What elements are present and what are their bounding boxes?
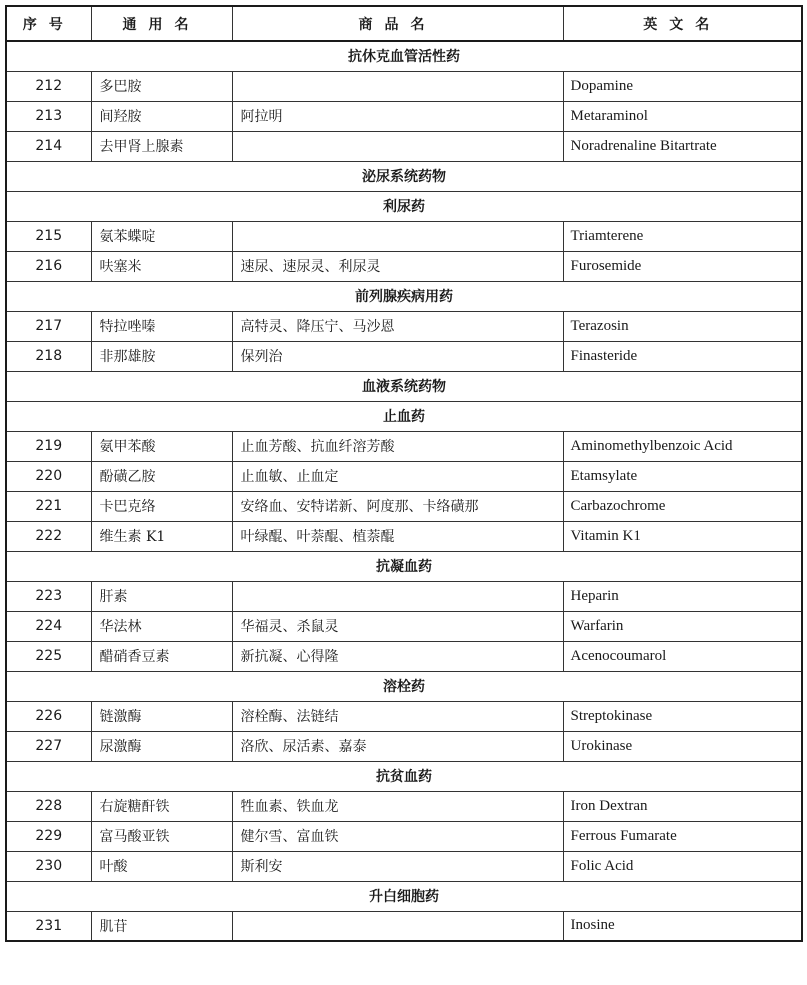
section-title: 止血药 [6, 401, 802, 431]
english-name-cell: Heparin [563, 581, 802, 611]
trade-name-cell: 安络血、安特诺新、阿度那、卡络磺那 [232, 491, 563, 521]
generic-name-cell: 卡巴克络 [91, 491, 232, 521]
english-name-cell: Finasteride [563, 341, 802, 371]
table-row [6, 251, 802, 281]
english-name-cell: Vitamin K1 [563, 521, 802, 551]
table-row [6, 461, 802, 491]
header-trade-name: 商品名 [232, 6, 563, 41]
english-name-cell: Urokinase [563, 731, 802, 761]
generic-name-cell: 间羟胺 [91, 101, 232, 131]
serial-number-cell: 214 [6, 131, 91, 161]
trade-name-cell: 溶栓酶、法链结 [232, 701, 563, 731]
serial-number-cell: 226 [6, 701, 91, 731]
header-serial-number: 序号 [6, 6, 91, 41]
section-title: 升白细胞药 [6, 881, 802, 911]
table-row [6, 71, 802, 101]
serial-number-cell: 218 [6, 341, 91, 371]
english-name-cell: Metaraminol [563, 101, 802, 131]
section-title: 利尿药 [6, 191, 802, 221]
serial-number-cell: 221 [6, 491, 91, 521]
serial-number-cell: 225 [6, 641, 91, 671]
header-english-name: 英文名 [563, 6, 802, 41]
generic-name-cell: 右旋糖酐铁 [91, 791, 232, 821]
english-name-cell: Ferrous Fumarate [563, 821, 802, 851]
table-row [6, 131, 802, 161]
section-title: 抗贫血药 [6, 761, 802, 791]
serial-number-cell: 228 [6, 791, 91, 821]
trade-name-cell [232, 71, 563, 101]
section-row [6, 881, 802, 911]
section-row [6, 401, 802, 431]
table-row [6, 851, 802, 881]
english-name-cell: Dopamine [563, 71, 802, 101]
serial-number-cell: 222 [6, 521, 91, 551]
generic-name-cell: 非那雄胺 [91, 341, 232, 371]
generic-name-cell: 华法林 [91, 611, 232, 641]
generic-name-cell: 酚磺乙胺 [91, 461, 232, 491]
english-name-cell: Aminomethylbenzoic Acid [563, 431, 802, 461]
generic-name-cell: 链激酶 [91, 701, 232, 731]
section-row [6, 191, 802, 221]
english-name-cell: Streptokinase [563, 701, 802, 731]
section-title: 前列腺疾病用药 [6, 281, 802, 311]
section-row [6, 371, 802, 401]
serial-number-cell: 229 [6, 821, 91, 851]
section-row [6, 161, 802, 191]
section-row [6, 671, 802, 701]
table-row [6, 911, 802, 941]
header-generic-name: 通用名 [91, 6, 232, 41]
serial-number-cell: 227 [6, 731, 91, 761]
generic-name-cell: 多巴胺 [91, 71, 232, 101]
serial-number-cell: 230 [6, 851, 91, 881]
trade-name-cell: 止血敏、止血定 [232, 461, 563, 491]
table-row [6, 521, 802, 551]
generic-name-cell: 去甲肾上腺素 [91, 131, 232, 161]
trade-name-cell: 斯利安 [232, 851, 563, 881]
trade-name-cell [232, 221, 563, 251]
table-row [6, 341, 802, 371]
generic-name-cell: 醋硝香豆素 [91, 641, 232, 671]
table-row [6, 791, 802, 821]
section-row [6, 281, 802, 311]
table-row [6, 611, 802, 641]
serial-number-cell: 219 [6, 431, 91, 461]
section-title: 泌尿系统药物 [6, 161, 802, 191]
trade-name-cell: 高特灵、降压宁、马沙恩 [232, 311, 563, 341]
trade-name-cell: 洛欣、尿活素、嘉泰 [232, 731, 563, 761]
trade-name-cell: 阿拉明 [232, 101, 563, 131]
trade-name-cell: 保列治 [232, 341, 563, 371]
table-row [6, 641, 802, 671]
english-name-cell: Iron Dextran [563, 791, 802, 821]
generic-name-cell: 富马酸亚铁 [91, 821, 232, 851]
serial-number-cell: 223 [6, 581, 91, 611]
trade-name-cell: 止血芳酸、抗血纤溶芳酸 [232, 431, 563, 461]
generic-name-cell: 氨苯蝶啶 [91, 221, 232, 251]
generic-name-cell: 特拉唑嗪 [91, 311, 232, 341]
english-name-cell: Noradrenaline Bitartrate [563, 131, 802, 161]
table-row [6, 431, 802, 461]
trade-name-cell: 叶绿醌、叶萘醌、植萘醌 [232, 521, 563, 551]
section-row [6, 41, 802, 71]
section-title: 血液系统药物 [6, 371, 802, 401]
drug-table [5, 5, 803, 942]
table-row [6, 311, 802, 341]
trade-name-cell [232, 131, 563, 161]
serial-number-cell: 224 [6, 611, 91, 641]
serial-number-cell: 216 [6, 251, 91, 281]
serial-number-cell: 215 [6, 221, 91, 251]
serial-number-cell: 213 [6, 101, 91, 131]
table-row [6, 491, 802, 521]
trade-name-cell: 牲血素、铁血龙 [232, 791, 563, 821]
generic-name-cell: 叶酸 [91, 851, 232, 881]
generic-name-cell: 尿激酶 [91, 731, 232, 761]
generic-name-cell: 肌苷 [91, 911, 232, 941]
generic-name-cell: 维生素 K1 [91, 521, 232, 551]
section-title: 抗凝血药 [6, 551, 802, 581]
header-row [6, 6, 802, 41]
section-title: 抗休克血管活性药 [6, 41, 802, 71]
table-header [6, 6, 802, 41]
english-name-cell: Inosine [563, 911, 802, 941]
serial-number-cell: 217 [6, 311, 91, 341]
serial-number-cell: 220 [6, 461, 91, 491]
english-name-cell: Triamterene [563, 221, 802, 251]
trade-name-cell: 华福灵、杀鼠灵 [232, 611, 563, 641]
trade-name-cell [232, 911, 563, 941]
table-body [6, 41, 802, 941]
table-row [6, 581, 802, 611]
generic-name-cell: 肝素 [91, 581, 232, 611]
english-name-cell: Etamsylate [563, 461, 802, 491]
english-name-cell: Carbazochrome [563, 491, 802, 521]
section-row [6, 761, 802, 791]
trade-name-cell: 新抗凝、心得隆 [232, 641, 563, 671]
english-name-cell: Terazosin [563, 311, 802, 341]
table-row [6, 101, 802, 131]
section-title: 溶栓药 [6, 671, 802, 701]
generic-name-cell: 呋塞米 [91, 251, 232, 281]
trade-name-cell: 速尿、速尿灵、利尿灵 [232, 251, 563, 281]
generic-name-cell: 氨甲苯酸 [91, 431, 232, 461]
trade-name-cell [232, 581, 563, 611]
table-row [6, 821, 802, 851]
english-name-cell: Folic Acid [563, 851, 802, 881]
serial-number-cell: 212 [6, 71, 91, 101]
table-row [6, 731, 802, 761]
table-row [6, 701, 802, 731]
serial-number-cell: 231 [6, 911, 91, 941]
english-name-cell: Acenocoumarol [563, 641, 802, 671]
trade-name-cell: 健尔雪、富血铁 [232, 821, 563, 851]
english-name-cell: Furosemide [563, 251, 802, 281]
english-name-cell: Warfarin [563, 611, 802, 641]
table-row [6, 221, 802, 251]
section-row [6, 551, 802, 581]
